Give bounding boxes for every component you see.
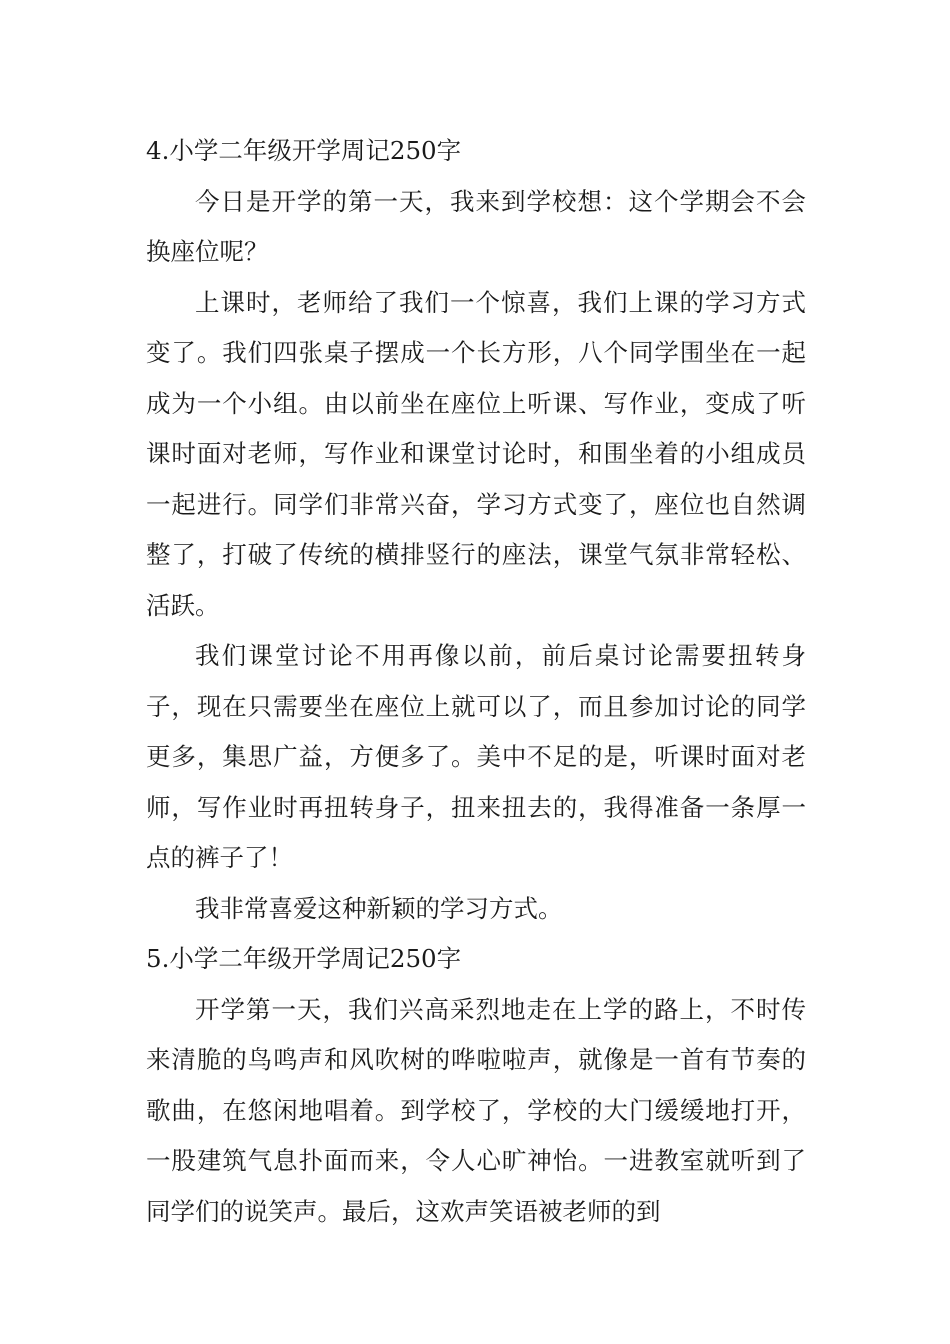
section-heading-5: 5.小学二年级开学周记250字 bbox=[146, 944, 462, 973]
document-body bbox=[146, 126, 806, 1237]
paragraph: 我非常喜爱这种新颖的学习方式。 bbox=[195, 893, 563, 923]
paragraph: 我们课堂讨论不用再像以前，前后桌讨论需要扭转身子，现在只需要坐在座位上就可以了，而且参加讨论的同学更多，集思广益，方便多了。美中不足的是，听课时面对老师，写作业时再扭转身子，扭来扭去的，我得准备一条厚一点的裤子了！ bbox=[146, 641, 806, 872]
paragraph: 开学第一天，我们兴高采烈地走在上学的路上，不时传来清脆的鸟鸣声和风吹树的哗啦啦声，就像是一首有节奏的歌曲，在悠闲地唱着。到学校了，学校的大门缓缓地打开，一股建筑气息扑面而来，令人心旷神怡。一进教室就听到了同学们的说笑声。最后，这欢声笑语被老师的到 bbox=[146, 994, 806, 1226]
paragraph: 上课时，老师给了我们一个惊喜，我们上课的学习方式变了。我们四张桌子摆成一个长方形，八个同学围坐在一起成为一个小组。由以前坐在座位上听课、写作业，变成了听课时面对老师，写作业和课堂讨论时，和围坐着的小组成员一起进行。同学们非常兴奋，学习方式变了，座位也自然调整了，打破了传统的横排竖行的座法，课堂气氛非常轻松、活跃。 bbox=[146, 287, 806, 620]
section-heading-4: 4.小学二年级开学周记250字 bbox=[146, 136, 462, 165]
paragraph: 今日是开学的第一天，我来到学校想：这个学期会不会换座位呢？ bbox=[146, 186, 806, 266]
